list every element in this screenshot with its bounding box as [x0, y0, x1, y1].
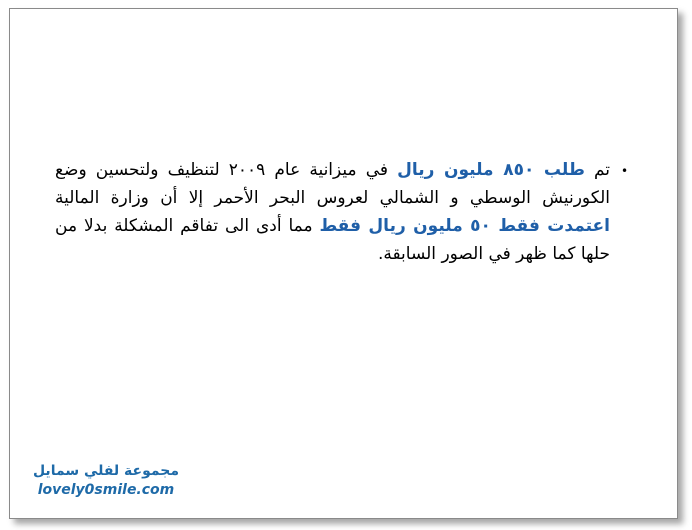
highlight-request-amount: طلب ٨٥٠ مليون ريال [397, 160, 585, 180]
watermark-url: lovely0smile.com [37, 482, 175, 498]
text-part-2: في ميزانية عام ٢٠٠٩ لتنظيف ولتحسين وضع الكورنيش الوسطي و الشمالي لعروس البحر الأحمر إلا أن وزارة المالية [55, 160, 610, 208]
slide-paragraph [55, 156, 610, 268]
text-part-3: مما أدى الى تفاقم المشكلة بدلا من حلها كما ظهر في الصور السابقة. [55, 216, 610, 264]
bullet-icon: • [621, 164, 629, 178]
text-part-1: تم [584, 160, 611, 180]
highlight-approved-amount: اعتمدت فقط ٥٠ مليون ريال فقط [319, 216, 610, 236]
watermark-arabic: مجموعة لفلي سمايل [32, 463, 180, 479]
watermark [31, 462, 181, 500]
